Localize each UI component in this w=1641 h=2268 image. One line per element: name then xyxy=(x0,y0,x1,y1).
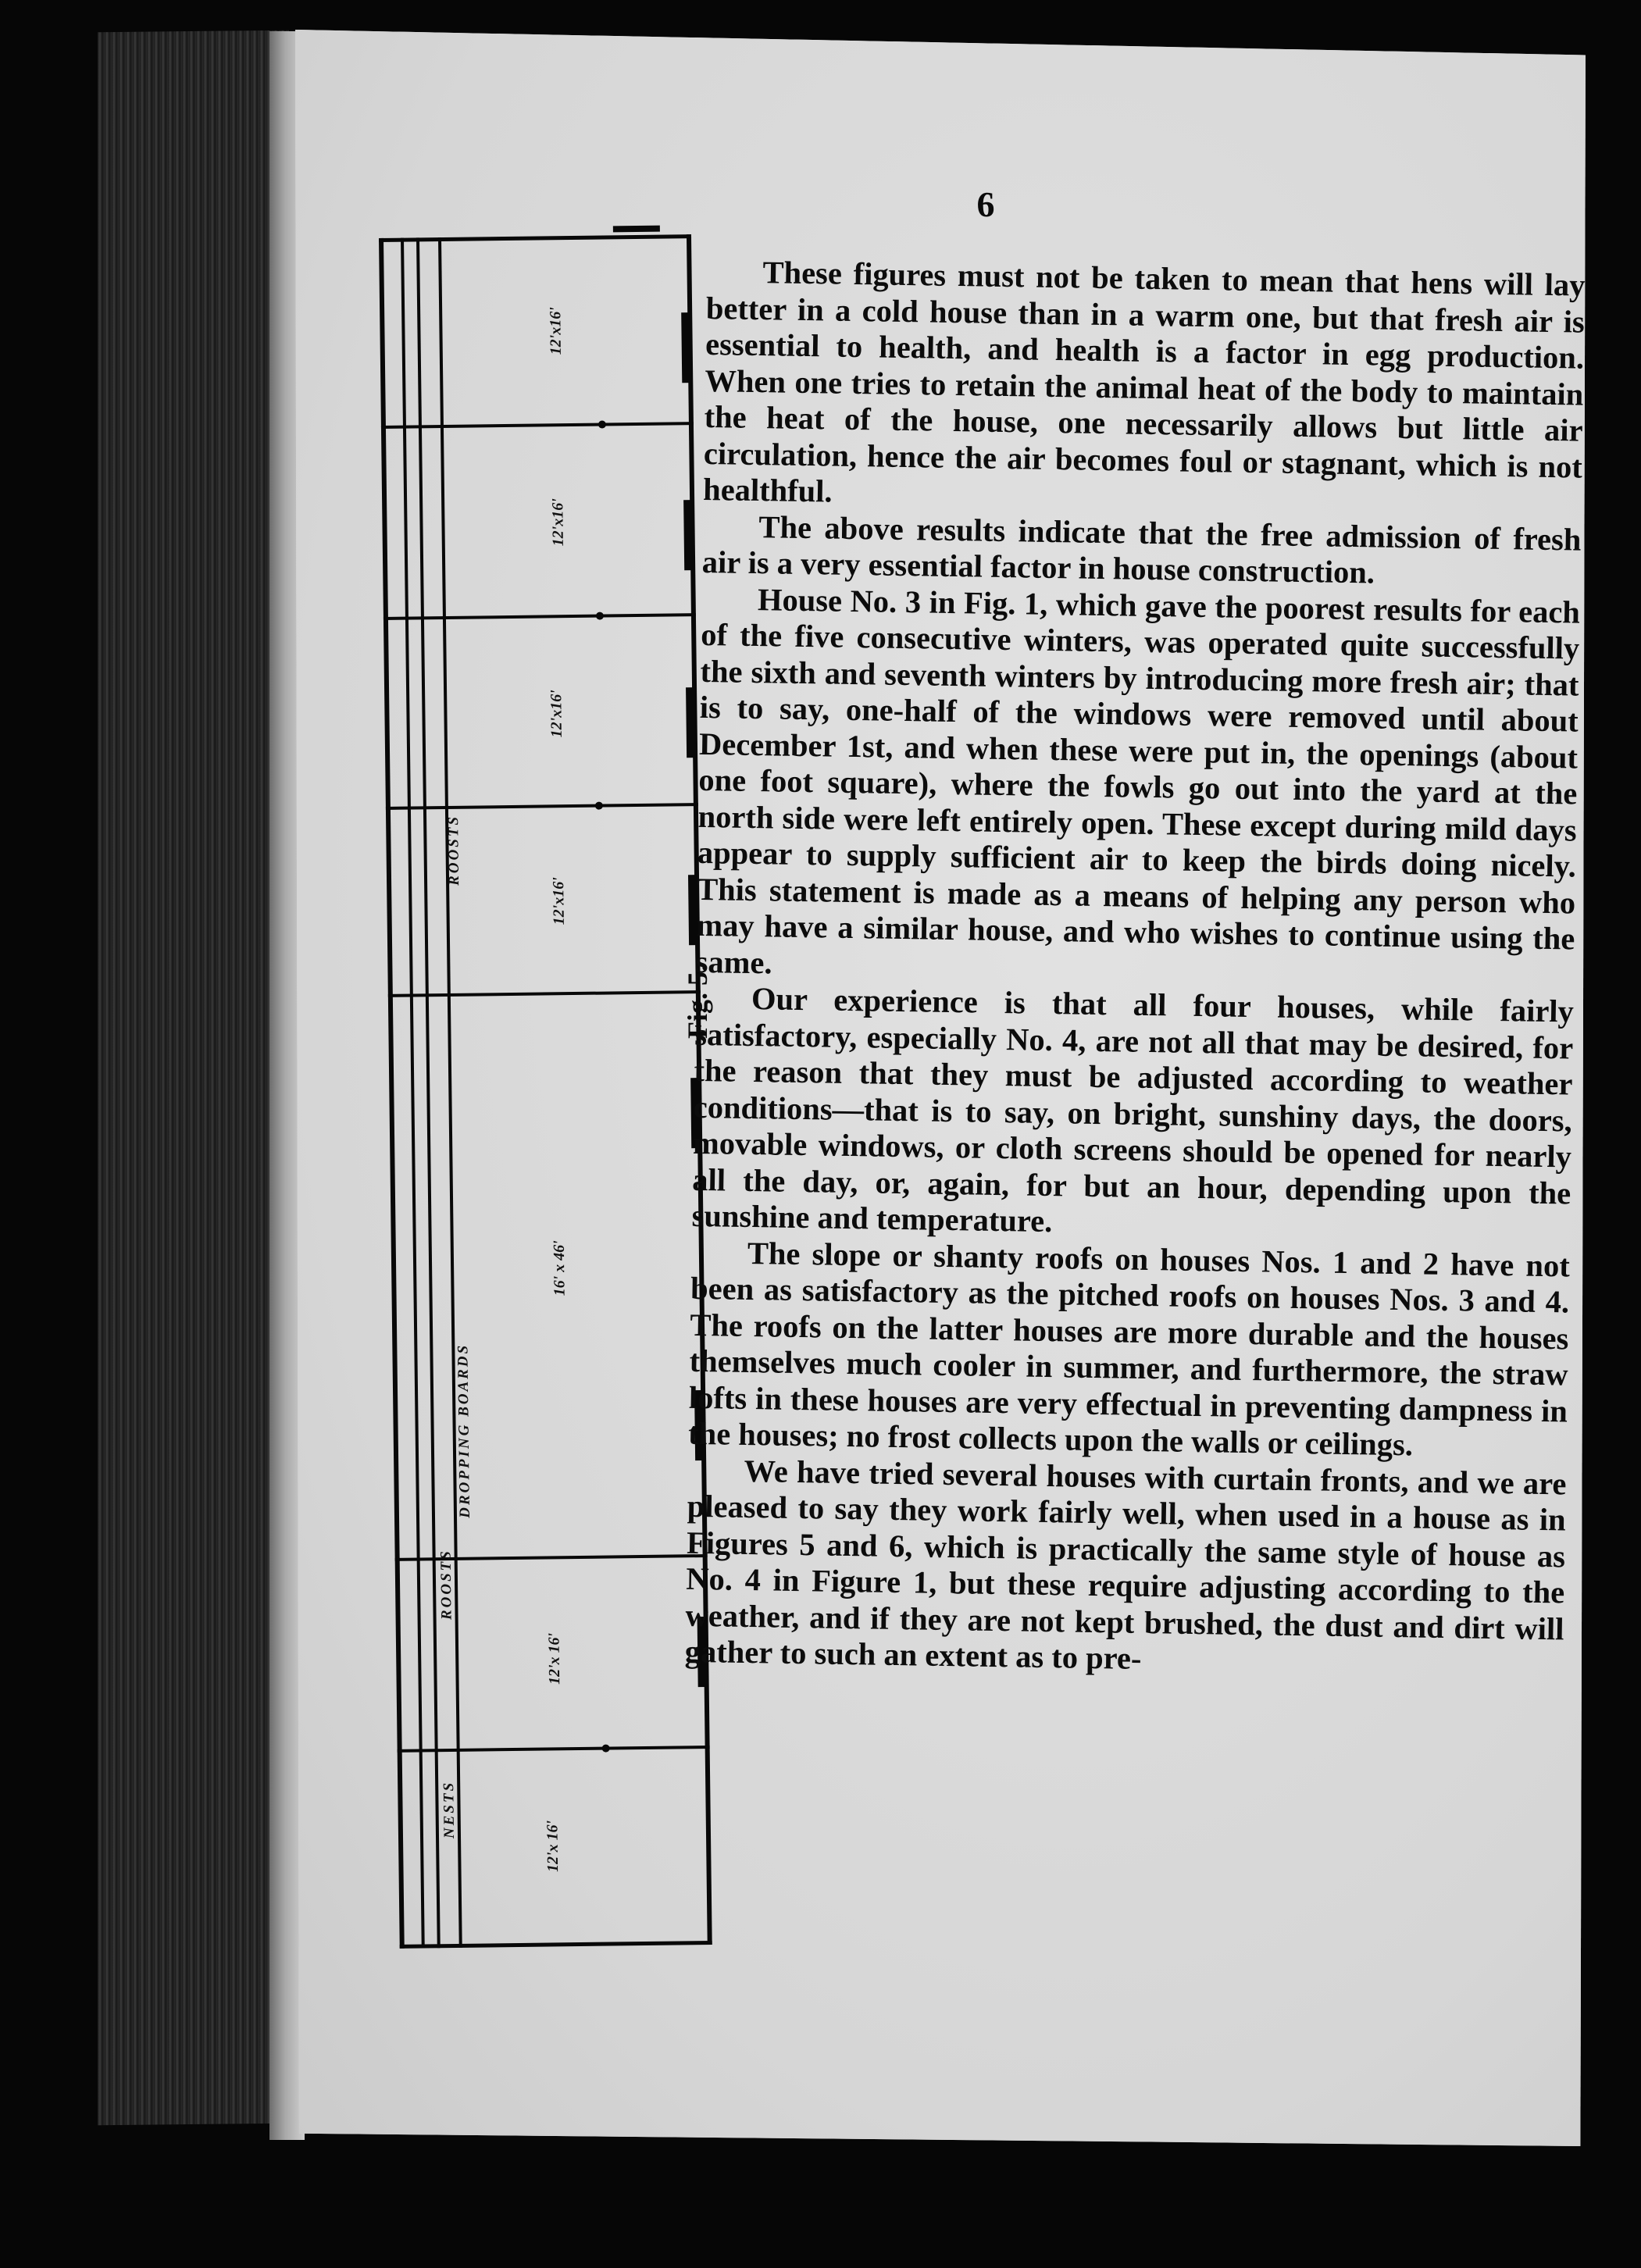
room-label: 12'x16' xyxy=(548,690,565,738)
partition-post xyxy=(598,420,606,428)
partition-post xyxy=(596,612,604,620)
strip-label-nests: NESTS xyxy=(441,1780,458,1839)
plan-partition xyxy=(381,422,694,429)
partition-post xyxy=(595,802,603,810)
room-label: 12'x16' xyxy=(547,307,565,355)
paragraph: We have tried several houses with curtain fronts, and we are pleased to say they work fairly well, when used in a house as in Figures 5 and 6, which is practically the same style of house as No. 4 in Figure 1, but these require adjusting according to the weather, and if they are not kept brushed, the dust and dirt will gather to such an extent as to pre- xyxy=(684,1453,1567,1676)
plan-strip-line-3 xyxy=(438,237,462,1948)
room-label: 16' x 46' xyxy=(550,1240,569,1296)
body-text xyxy=(685,254,1586,1684)
window-mark xyxy=(683,500,692,570)
strip-label-roosts-lower: ROOSTS xyxy=(437,1549,455,1621)
room-label: 12'x16' xyxy=(549,498,567,547)
window-mark xyxy=(681,312,690,383)
page-number: 6 xyxy=(976,184,995,224)
window-mark xyxy=(686,687,694,758)
paragraph: These figures must not be taken to mean that hens will lay better in a cold house than in a warm one, but that fresh air is essential to health, and health is a factor in egg production. When one tries to retain the animal heat of the body to maintain the heat of the house, one necessarily allows but little air circulation, hence the air becomes foul or stagnant, which is not healthful. xyxy=(702,255,1586,509)
strip-label-dropping-boards: DROPPING BOARDS xyxy=(455,1343,474,1518)
plan-partition xyxy=(386,803,698,810)
figure-caption: Fig. 5. xyxy=(682,965,713,1039)
strip-label-roosts-upper: ROOSTS xyxy=(445,814,463,886)
paragraph: House No. 3 in Fig. 1, which gave the poorest results for each of the five consecutive winters, was operated quite successfully the sixth and seventh winters by introducing more fresh air; that is to say, one-half of the windows were removed until about December 1st, and when these were put in, the openings (about one foot square), where the fowls go out into the yard at the north side were left entirely open. These except during mild days appear to supply sufficient air to keep the birds doing nicely. This statement is made as a means of helping any person who may have a similar house, and who wishes to continue using the same. xyxy=(695,581,1581,980)
plan-partition xyxy=(383,613,696,620)
floor-plan-figure xyxy=(379,234,712,1949)
room-label: 12'x 16' xyxy=(545,1632,564,1685)
plan-partition xyxy=(388,990,701,997)
plan-top-stub xyxy=(613,226,660,233)
paragraph: Our experience is that all four houses, while fairly satisfactory, especially No. 4, are not all that may be desired, for the reason that they must be adjusted according to weather conditions—that is to say, on bright, sunshiny days, the doors, movable windows, or cloth screens should be opened for nearly all the day, or, again, for but an hour, depending upon the sunshine and temperature. xyxy=(691,981,1575,1239)
room-label: 12'x16' xyxy=(550,877,568,925)
partition-post xyxy=(602,1745,610,1753)
paragraph: The slope or shanty roofs on houses Nos. 1 and 2 have not been as satisfactory as the pitched roofs on houses Nos. 3 and 4. The roofs on the latter houses are more durable and the houses themselves much cooler in summer, and furthermore, the straw lofts in these houses are very effectual in preventing dampness in the houses; no frost collects upon the walls or ceilings. xyxy=(687,1235,1571,1463)
plan-partition xyxy=(398,1746,710,1753)
paragraph: The above results indicate that the free admission of fresh air is a very essential factor in house construction. xyxy=(701,508,1582,590)
room-label: 12'x 16' xyxy=(544,1820,562,1873)
book-page-edges xyxy=(98,30,289,2126)
